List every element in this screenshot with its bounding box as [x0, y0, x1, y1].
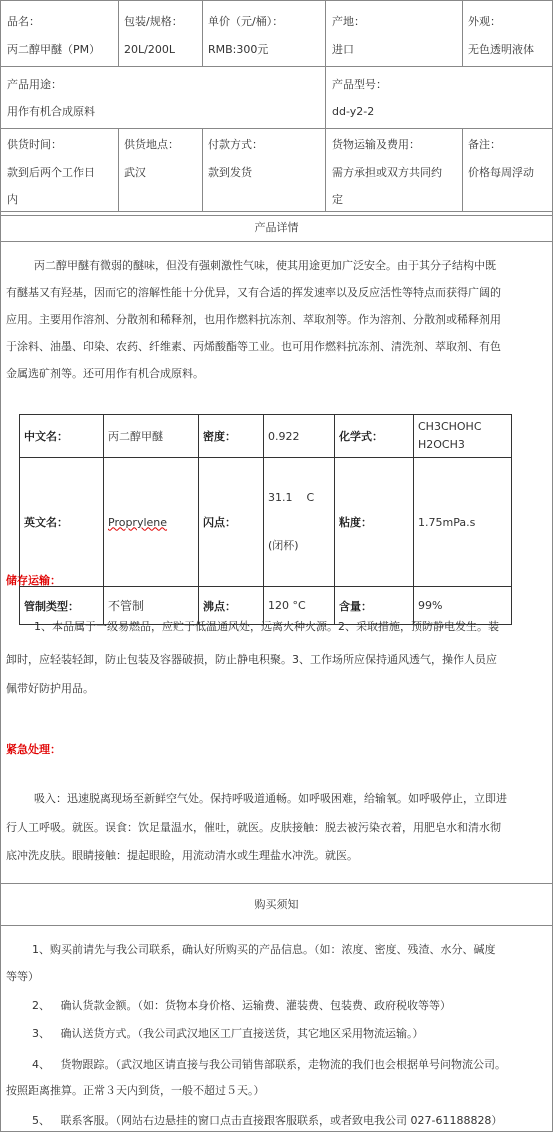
model-value: dd-y2-2: [332, 105, 375, 118]
purchase-line-4: 3、 确认送货方式。（我公司武汉地区工厂直接送货，其它地区采用物流运输。）: [32, 1027, 424, 1040]
density-label: 密度：: [199, 415, 264, 458]
en-name-value: Proprylene: [108, 515, 168, 529]
remark-label: 备注：: [468, 138, 501, 151]
control-value: 不管制: [104, 587, 199, 625]
emergency-title: 紧急处理：: [6, 743, 61, 756]
product-name-label: 品名：: [7, 15, 40, 28]
payment-value: 款到发货: [208, 166, 252, 179]
content-value: 99%: [414, 587, 512, 625]
boil-value: 120 °C: [264, 587, 335, 625]
appearance-value: 无色透明液体: [468, 43, 534, 56]
intro-line-5: 金属选矿剂等。还可用作有机合成原料。: [6, 367, 204, 380]
shipping-value-line1: 需方承担或双方共同约: [332, 166, 442, 179]
purchase-line-6: 按照距离推算。正常３天内到货，一般不超过５天。）: [6, 1084, 265, 1097]
purchase-line-5: 4、 货物跟踪。（武汉地区请直接与我公司销售部联系，走物流的我们也会根据单号问物流公司。: [32, 1058, 506, 1071]
viscosity-value: 1.75mPa.s: [414, 458, 512, 587]
formula-line-2: H2OCH3: [418, 438, 465, 451]
supply-place-value: 武汉: [124, 166, 146, 179]
control-label: 管制类型：: [20, 587, 104, 625]
model-label: 产品型号：: [332, 78, 387, 91]
supply-time-value-line1: 款到后两个工作日: [7, 166, 95, 179]
unit-price-value: RMB:300元: [208, 43, 269, 56]
flash-line-2: (闭杯): [268, 539, 299, 552]
intro-line-4: 于涂料、油墨、印染、农药、纤维素、丙烯酸酯等工业。也可用作燃料抗冻剂、清洗剂、萃取剂、有色: [6, 340, 501, 353]
remark-value: 价格每周浮动: [468, 166, 534, 179]
usage-value: 用作有机合成原料: [7, 105, 95, 118]
boil-label: 沸点：: [199, 587, 264, 625]
emergency-line-1: 吸入：迅速脱离现场至新鲜空气处。保持呼吸道通畅。如呼吸困难，给输氧。如呼吸停止，立即进: [34, 792, 507, 805]
purchase-line-7: 5、 联系客服。（网站右边悬挂的窗口点击直接跟客服联系，或者致电我公司 027-61188828）: [32, 1114, 503, 1127]
packaging-value: 20L/200L: [124, 43, 175, 56]
supply-time-value-line2: 内: [7, 193, 18, 206]
storage-line-2: 卸时，应轻装轻卸，防止包装及容器破损，防止静电积聚。3、工作场所应保持通风透气，操作人员应: [6, 653, 497, 666]
shipping-label: 货物运输及费用：: [332, 138, 420, 151]
emergency-line-3: 底冲洗皮肤。眼睛接触：提起眼睑，用流动清水或生理盐水冲洗。就医。: [6, 849, 358, 862]
intro-line-3: 应用。主要用作溶剂、分散剂和稀释剂，也用作燃料抗冻剂、萃取剂等。作为溶剂、分散剂或稀释剂用: [6, 313, 501, 326]
payment-label: 付款方式：: [208, 138, 263, 151]
purchase-header: 购买须知: [254, 898, 299, 911]
purchase-line-1: 1、购买前请先与我公司联系，确认好所购买的产品信息。（如：浓度、密度、残渣、水分、碱度: [32, 943, 496, 956]
origin-label: 产地：: [332, 15, 365, 28]
emergency-line-2: 行人工呼吸。就医。误食：饮足量温水，催吐，就医。皮肤接触：脱去被污染衣着，用肥皂水和清水彻: [6, 821, 501, 834]
purchase-line-3: 2、 确认货款金额。（如：货物本身价格、运输费、灌装费、包装费、政府税收等等）: [32, 999, 451, 1012]
formula-line-1: CH3CHOHC: [418, 420, 482, 433]
viscosity-label: 粘度：: [335, 458, 414, 587]
appearance-label: 外观：: [468, 15, 501, 28]
cn-name-value: 丙二醇甲醚: [104, 415, 199, 458]
flash-value: [264, 458, 335, 587]
density-value: 0.922: [264, 415, 335, 458]
content-label: 含量：: [335, 587, 414, 625]
storage-line-3: 佩带好防护用品。: [6, 682, 94, 695]
product-name-value: 丙二醇甲醚（PM）: [7, 43, 101, 56]
packaging-label: 包装/规格：: [124, 15, 183, 28]
supply-place-label: 供货地点：: [124, 138, 179, 151]
cn-name-label: 中文名：: [20, 415, 104, 458]
supply-time-label: 供货时间：: [7, 138, 62, 151]
properties-table: [19, 414, 512, 625]
details-header: 产品详情: [254, 221, 299, 234]
usage-label: 产品用途：: [7, 78, 62, 91]
storage-line-1: 1、本品属于一级易燃品，应贮于低温通风处，远离火种火源。2、采取措施，预防静电发生。装: [34, 620, 499, 633]
storage-title: 储存运输：: [6, 574, 61, 587]
flash-line-1: 31.1 C: [268, 491, 315, 504]
unit-price-label: 单价（元/桶）：: [208, 15, 284, 28]
origin-value: 进口: [332, 43, 354, 56]
intro-line-1: 丙二醇甲醚有微弱的醚味，但没有强刺激性气味，使其用途更加广泛安全。由于其分子结构中既: [34, 259, 496, 272]
formula-value: [414, 415, 512, 458]
formula-label: 化学式：: [335, 415, 414, 458]
en-name-cell: [104, 458, 199, 587]
flash-label: 闪点：: [199, 458, 264, 587]
en-name-label: 英文名：: [20, 458, 104, 587]
purchase-line-2: 等等）: [6, 970, 39, 983]
shipping-value-line2: 定: [332, 193, 343, 206]
intro-line-2: 有醚基又有羟基，因而它的溶解性能十分优异，又有合适的挥发速率以及反应活性等特点而获得广阔的: [6, 286, 501, 299]
